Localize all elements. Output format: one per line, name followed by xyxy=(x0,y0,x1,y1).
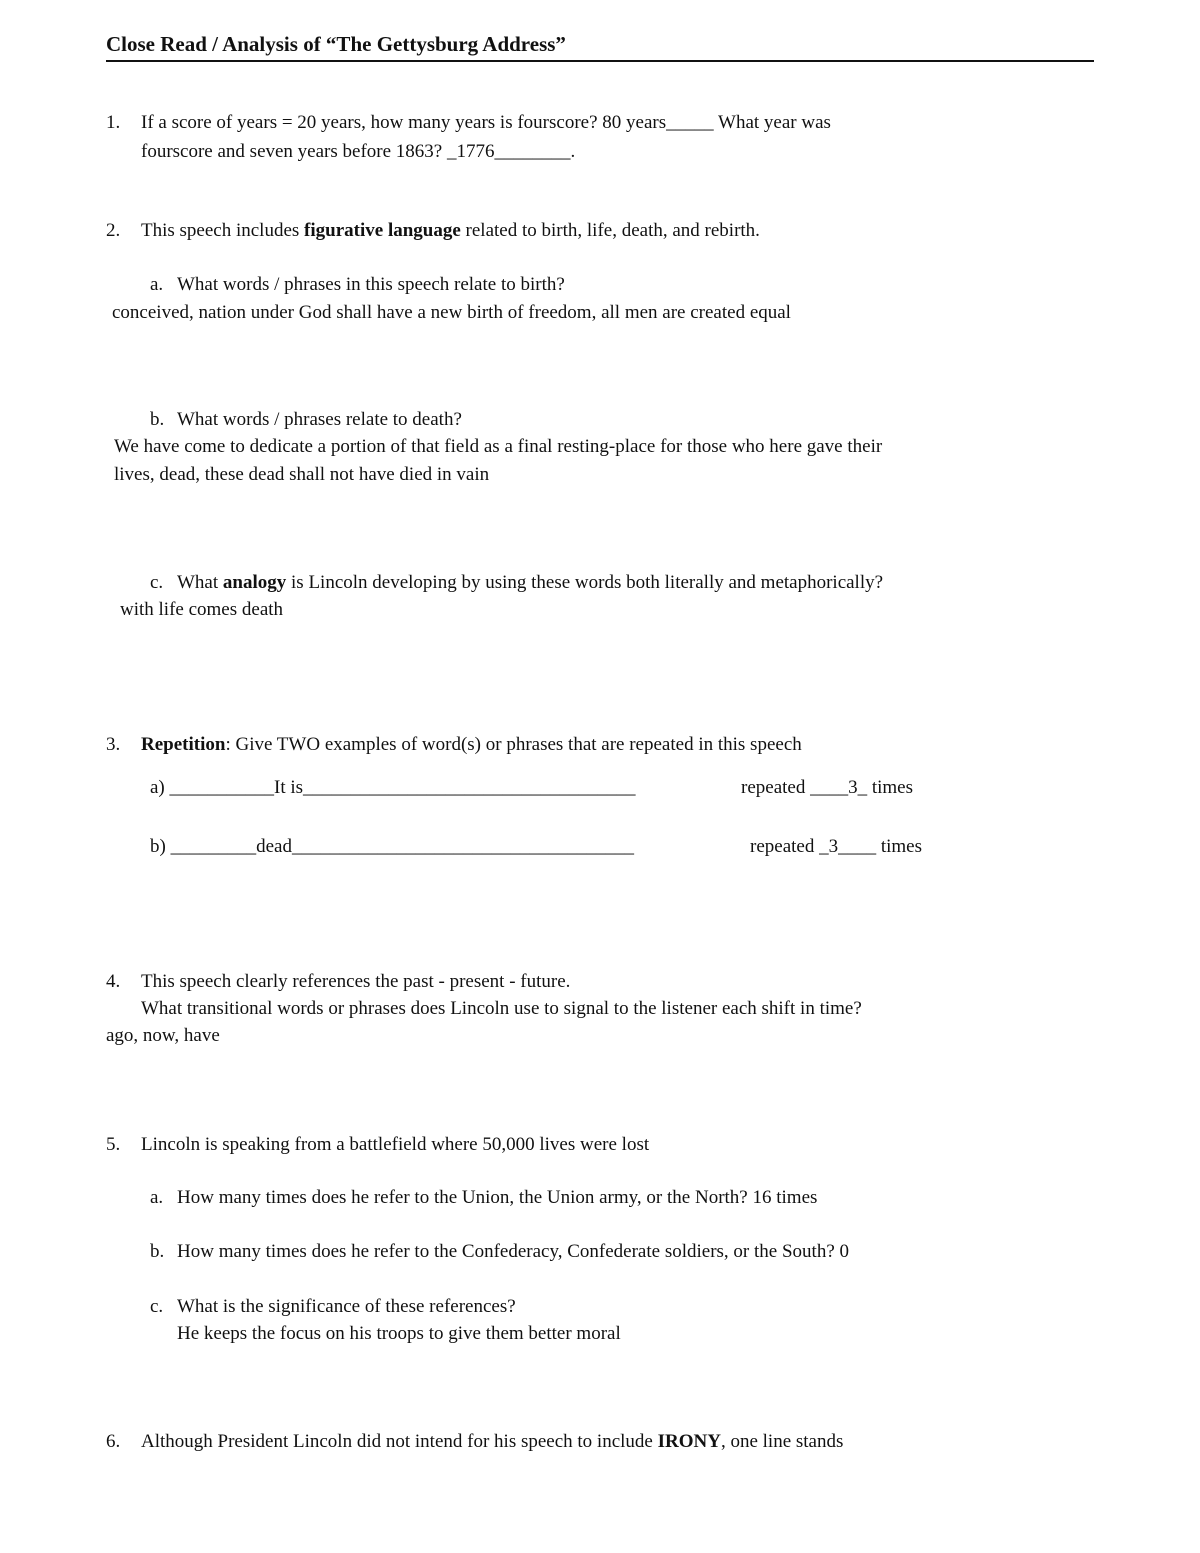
question-6-number: 6. xyxy=(106,1431,121,1452)
question-5c-text: What is the significance of these references? xyxy=(177,1296,516,1317)
analogy-term: analogy xyxy=(222,572,287,593)
question-2c-text xyxy=(177,571,883,595)
question-3b-count: repeated _3____ times xyxy=(750,836,923,857)
question-2-number: 2. xyxy=(106,220,121,241)
question-4-line-2: What transitional words or phrases does Lincoln use to signal to the listener each shift in time? xyxy=(141,998,862,1019)
question-5a-label: a. xyxy=(150,1187,164,1208)
question-6-prompt xyxy=(141,1430,843,1454)
question-2a-answer: conceived, nation under God shall have a new birth of freedom, all men are created equal xyxy=(112,302,791,323)
question-6-prompt-pre: Although President Lincoln did not intend for his speech to include xyxy=(141,1431,658,1452)
question-2c-text-post: is Lincoln developing by using these words both literally and metaphorically? xyxy=(286,572,884,593)
question-2b-answer-line-2: lives, dead, these dead shall not have died in vain xyxy=(114,464,490,485)
question-5b-text: How many times does he refer to the Confederacy, Confederate soldiers, or the South? 0 xyxy=(177,1241,850,1262)
question-2a-text: What words / phrases in this speech relate to birth? xyxy=(177,274,565,295)
question-3a-count: repeated ____3_ times xyxy=(741,777,914,798)
question-2b-answer-line-1: We have come to dedicate a portion of that field as a final resting-place for those who here gave their xyxy=(114,436,883,457)
question-2a-label: a. xyxy=(150,274,164,295)
question-2b-label: b. xyxy=(150,409,165,430)
repetition-term: Repetition xyxy=(141,734,226,755)
question-4-line-1: This speech clearly references the past - present - future. xyxy=(141,971,571,992)
figurative-language-term: figurative language xyxy=(304,220,461,241)
question-3a-answer: a) ___________It is___________________________________ xyxy=(150,777,636,798)
question-5a-text: How many times does he refer to the Union, the Union army, or the North? 16 times xyxy=(177,1187,818,1208)
question-5-number: 5. xyxy=(106,1134,121,1155)
question-4-number: 4. xyxy=(106,971,121,992)
question-3-number: 3. xyxy=(106,734,121,755)
question-2c-text-pre: What xyxy=(177,572,223,593)
question-5c-label: c. xyxy=(150,1296,164,1317)
question-3-prompt-post: : Give TWO examples of word(s) or phrases that are repeated in this speech xyxy=(225,734,802,755)
question-2-prompt-post: related to birth, life, death, and rebirth. xyxy=(460,220,760,241)
question-2-prompt xyxy=(141,219,760,243)
question-2-prompt-pre: This speech includes xyxy=(141,220,305,241)
question-2c-answer: with life comes death xyxy=(120,599,284,620)
page-title: Close Read / Analysis of “The Gettysburg Address” xyxy=(106,30,1094,62)
question-4-answer: ago, now, have xyxy=(106,1025,220,1046)
irony-term: IRONY xyxy=(657,1431,721,1452)
question-5-prompt: Lincoln is speaking from a battlefield where 50,000 lives were lost xyxy=(141,1134,650,1155)
question-2c-label: c. xyxy=(150,572,164,593)
question-1-line-1: If a score of years = 20 years, how many years is fourscore? 80 years_____ What year was xyxy=(141,112,831,133)
question-3b-answer: b) _________dead____________________________________ xyxy=(150,836,634,857)
question-3-prompt xyxy=(141,733,802,757)
question-5c-answer: He keeps the focus on his troops to give them better moral xyxy=(177,1323,621,1344)
question-5b-label: b. xyxy=(150,1241,165,1262)
question-1-line-2: fourscore and seven years before 1863? _1776________. xyxy=(141,141,576,162)
question-6-prompt-post: , one line stands xyxy=(720,1431,844,1452)
question-2b-text: What words / phrases relate to death? xyxy=(177,409,462,430)
question-1-number: 1. xyxy=(106,112,121,133)
